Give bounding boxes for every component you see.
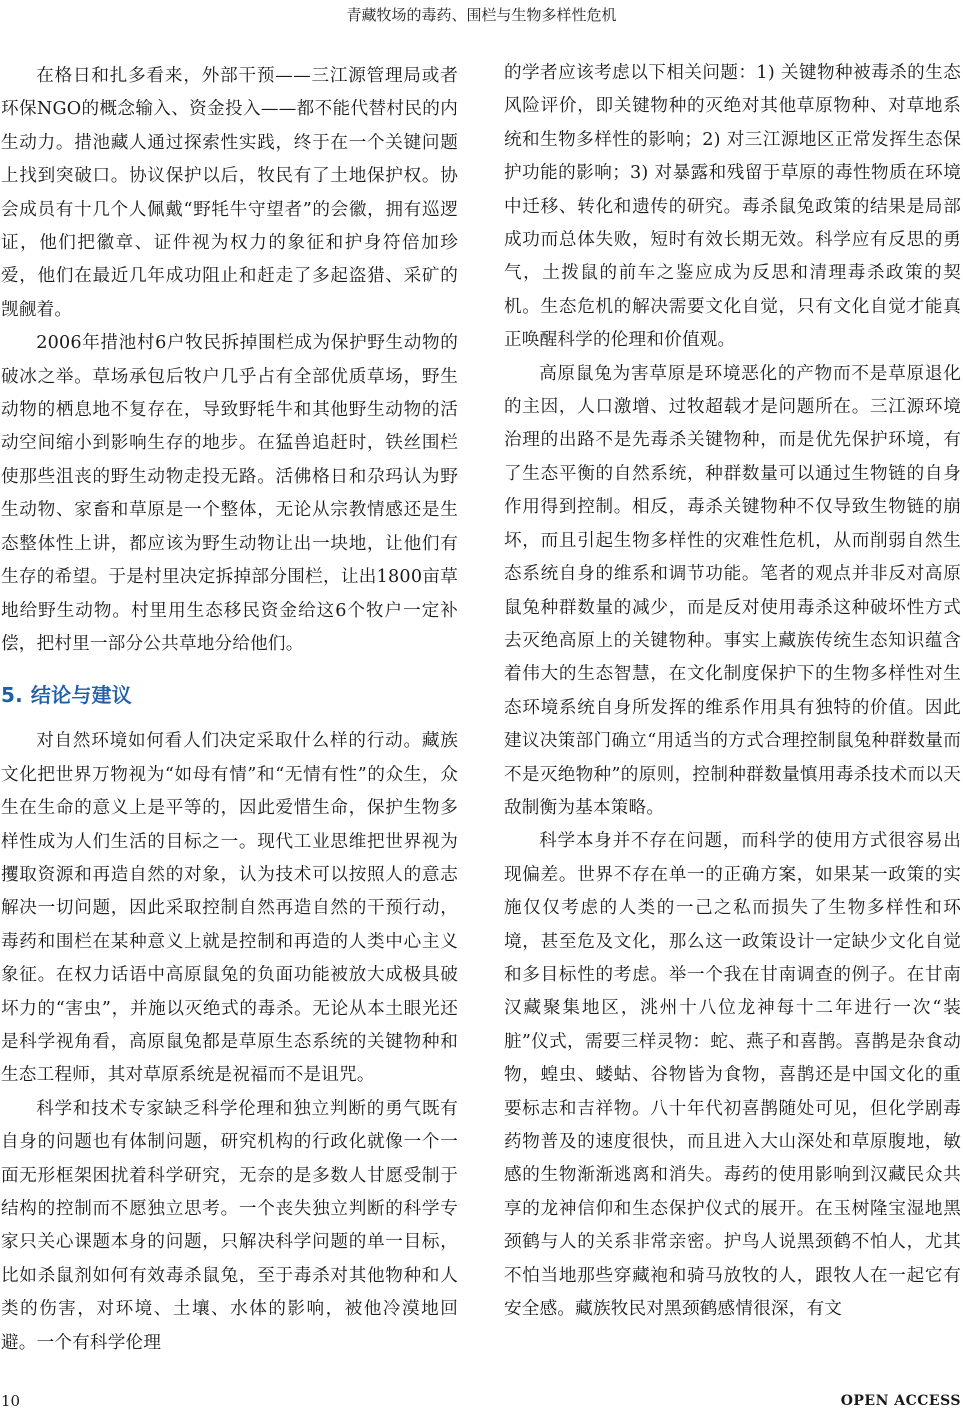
- body-paragraph: 科学和技术专家缺乏科学伦理和独立判断的勇气既有自身的问题也有体制问题，研究机构的行政化就像一个一面无形框架困扰着科学研究，无奈的是多数人甘愿受制于结构的控制而不愿独立思考。一个丧失独立判断的科学专家只关心课题本身的问题，只解决科学问题的单一目标，比如杀鼠剂如何有效毒杀鼠兔，至于毒杀对其他物种和人类的伤害，对环境、土壤、水体的影响，被他冷漠地回避。一个有科学伦理: [1, 1098, 458, 1353]
- page-number: 10: [1, 1392, 21, 1410]
- section-title: 结论与建议: [30, 683, 132, 708]
- open-access-label: OPEN ACCESS: [840, 1393, 961, 1409]
- body-paragraph: 在格日和扎多看来，外部干预——三江源管理局或者环保NGO的概念输入、资金投入——都不能代替村民的内生动力。措池藏人通过探索性实践，终于在一个关键问题上找到突破口。协议保护以后，牧民有了土地保护权。协会成员有十几个人佩戴“野牦牛守望者”的会徽，拥有巡逻证，他们把徽章、证件视为权力的象征和护身符倍加珍爱，他们在最近几年成功阻止和赶走了多起盗猎、采矿的觊觎着。: [1, 66, 458, 320]
- body-paragraph-continued: 的学者应该考虑以下相关问题：1) 关键物种被毒杀的生态风险评价，即关键物种的灭绝对其他草原物种、对草地系统和生物多样性的影响；2) 对三江源地区正常发挥生态保护功能的影响；3) 对暴露和残留于草原的毒性物质在环境中迁移、转化和遗传的研究。毒杀鼠兔政策的结果是局部成功而总体失败，短时有效长期无效。科学应有反思的勇气，土拨鼠的前车之鉴应成为反思和清理毒杀政策的契机。生态危机的解决需要文化自觉，只有文化自觉才能真正唤醒科学的伦理和价值观。: [504, 63, 961, 351]
- left-column: [1, 60, 458, 1360]
- section-heading: [1, 681, 458, 709]
- right-column: [504, 57, 961, 1326]
- running-header: 青藏牧场的毒药、围栏与生物多样性危机: [346, 6, 617, 24]
- body-paragraph: 2006年措池村6户牧民拆掉围栏成为保护野生动物的破冰之举。草场承包后牧户几乎占有全部优质草场，野生动物的栖息地不复存在，导致野牦牛和其他野生动物的活动空间缩小到影响生存的地步。在猛兽追赶时，铁丝围栏使那些沮丧的野生动物走投无路。活佛格日和尕玛认为野生动物、家畜和草原是一个整体，无论从宗教情感还是生态整体性上讲，都应该为野生动物让出一块地，让他们有生存的希望。于是村里决定拆掉部分围栏，让出1800亩草地给野生动物。村里用生态移民资金给这6个牧户一定补偿，把村里一部分公共草地分给他们。: [1, 333, 458, 654]
- section-number: 5.: [1, 683, 23, 708]
- body-paragraph: 科学本身并不存在问题，而科学的使用方式很容易出现偏差。世界不存在单一的正确方案，如果某一政策的实施仅仅考虑的人类的一己之私而损失了生物多样性和环境，甚至危及文化，那么这一政策设计一定缺少文化自觉和多目标性的考虑。举一个我在甘南调查的例子。在甘南汉藏聚集地区，洮州十八位龙神每十二年进行一次“装脏”仪式，需要三样灵物：蛇、燕子和喜鹊。喜鹊是杂食动物，蝗虫、蝼蛄、谷物皆为食物，喜鹊还是中国文化的重要标志和吉祥物。八十年代初喜鹊随处可见，但化学剧毒药物普及的速度很快，而且进入大山深处和草原腹地，敏感的生物渐渐逃离和消失。毒药的使用影响到汉藏民众共享的龙神信仰和生态保护仪式的展开。在玉树隆宝湿地黑颈鹤与人的关系非常亲密。护鸟人说黑颈鹤不怕人，尤其不怕当地那些穿藏袍和骑马放牧的人，跟牧人在一起它有安全感。藏族牧民对黑颈鹤感情很深，有文: [504, 831, 961, 1320]
- body-paragraph: 对自然环境如何看人们决定采取什么样的行动。藏族文化把世界万物视为“如母有情”和“无情有性”的众生，众生在生命的意义上是平等的，因此爱惜生命，保护生物多样性成为人们生活的目标之一。现代工业思维把世界视为攫取资源和再造自然的对象，认为技术可以按照人的意志解决一切问题，因此采取控制自然再造自然的干预行动，毒药和围栏在某种意义上就是控制和再造的人类中心主义象征。在权力话语中高原鼠兔的负面功能被放大成极具破坏力的“害虫”，并施以灭绝式的毒杀。无论从本土眼光还是科学视角看，高原鼠兔都是草原生态系统的关键物种和生态工程师，其对草原系统是祝福而不是诅咒。: [1, 731, 458, 1086]
- body-paragraph: 高原鼠兔为害草原是环境恶化的产物而不是草原退化的主因，人口激增、过牧超载才是问题所在。三江源环境治理的出路不是先毒杀关键物种，而是优先保护环境，有了生态平衡的自然系统，种群数量可以通过生物链的自身作用得到控制。相反，毒杀关键物种不仅导致生物链的崩坏，而且引起生物多样性的灾难性危机，从而削弱自然生态系统自身的维系和调节功能。笔者的观点并非反对高原鼠兔种群数量的减少，而是反对使用毒杀这种破坏性方式去灭绝高原上的关键物种。事实上藏族传统生态知识蕴含着伟大的生态智慧，在文化制度保护下的生物多样性对生态环境系统自身所发挥的维系作用具有独特的价值。因此建议决策部门确立“用适当的方式合理控制鼠兔种群数量而不是灭绝物种”的原则，控制种群数量慎用毒杀技术而以天敌制衡为基本策略。: [504, 363, 961, 818]
